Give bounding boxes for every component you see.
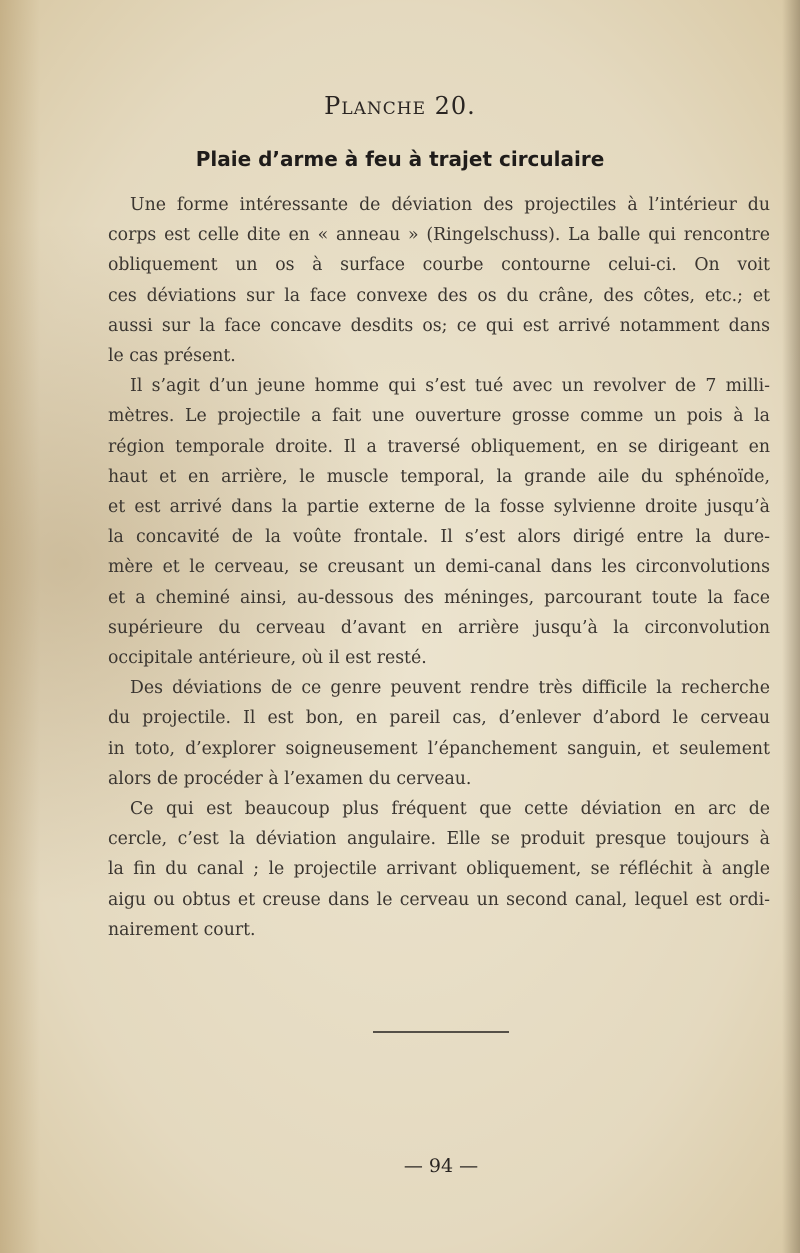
text-line: haut et en arrière, le muscle temporal, la grande aile du sphénoïde,: [108, 466, 770, 487]
text-line: aigu ou obtus et creuse dans le cerveau un second canal, lequel est ordi-: [108, 889, 770, 910]
paragraph-2: [108, 371, 770, 673]
paragraph-4: [108, 794, 770, 945]
text-line: du projectile. Il est bon, en pareil cas, d’enlever d’abord le cerveau: [108, 708, 770, 729]
page-shadow-right: [782, 0, 800, 1253]
page-number: — 94 —: [403, 1155, 479, 1177]
text-line: la concavité de la voûte frontale. Il s’est alors dirigé entre la dure-: [108, 527, 770, 548]
page-title: Plaie d’arme à feu à trajet circulaire: [195, 147, 605, 171]
text-line: obliquement un os à surface courbe contourne celui-ci. On voit: [108, 255, 770, 276]
text-line: corps est celle dite en « anneau » (Ringelschuss). La balle qui rencontre: [108, 225, 770, 246]
text-line: nairement court.: [108, 919, 256, 940]
text-line: Une forme intéressante de déviation des projectiles à l’intérieur du: [130, 195, 770, 215]
page-shadow-left: [0, 0, 40, 1253]
paragraph-3: [108, 673, 770, 794]
text-line: région temporale droite. Il a traversé obliquement, en se dirigeant en: [108, 436, 770, 457]
text-line: le cas présent.: [108, 346, 236, 367]
text-line: supérieure du cerveau d’avant en arrière jusqu’à la circonvolution: [108, 617, 770, 638]
text-line: la fin du canal ; le projectile arrivant obliquement, se réfléchit à angle: [108, 859, 770, 880]
text-line: ces déviations sur la face convexe des os du crâne, des côtes, etc.; et: [108, 285, 770, 306]
text-line: Ce qui est beaucoup plus fréquent que cette déviation en arc de: [130, 799, 770, 820]
paragraph-1: [108, 190, 770, 371]
text-line: in toto, d’explorer soigneusement l’épanchement sanguin, et seulement: [108, 738, 770, 759]
body-text: [108, 190, 770, 945]
text-line: Des déviations de ce genre peuvent rendre très difficile la recherche: [130, 678, 770, 699]
text-line: et est arrivé dans la partie externe de la fosse sylvienne droite jusqu’à: [108, 497, 770, 518]
text-line: aussi sur la face concave desdits os; ce qui est arrivé notamment dans: [108, 315, 770, 336]
text-line: mère et le cerveau, se creusant un demi-canal dans les circonvolutions: [108, 557, 770, 578]
text-line: et a cheminé ainsi, au-dessous des méninges, parcourant toute la face: [108, 587, 770, 608]
plate-heading: Planche 20.: [324, 92, 476, 120]
text-line: mètres. Le projectile a fait une ouverture grosse comme un pois à la: [108, 406, 770, 427]
text-line: occipitale antérieure, où il est resté.: [108, 648, 427, 669]
text-line: Il s’agit d’un jeune homme qui s’est tué avec un revolver de 7 milli-: [130, 376, 770, 397]
separator-rule: [373, 1031, 509, 1033]
text-line: alors de procéder à l’examen du cerveau.: [108, 768, 472, 789]
text-line: cercle, c’est la déviation angulaire. Elle se produit presque toujours à: [108, 829, 770, 850]
